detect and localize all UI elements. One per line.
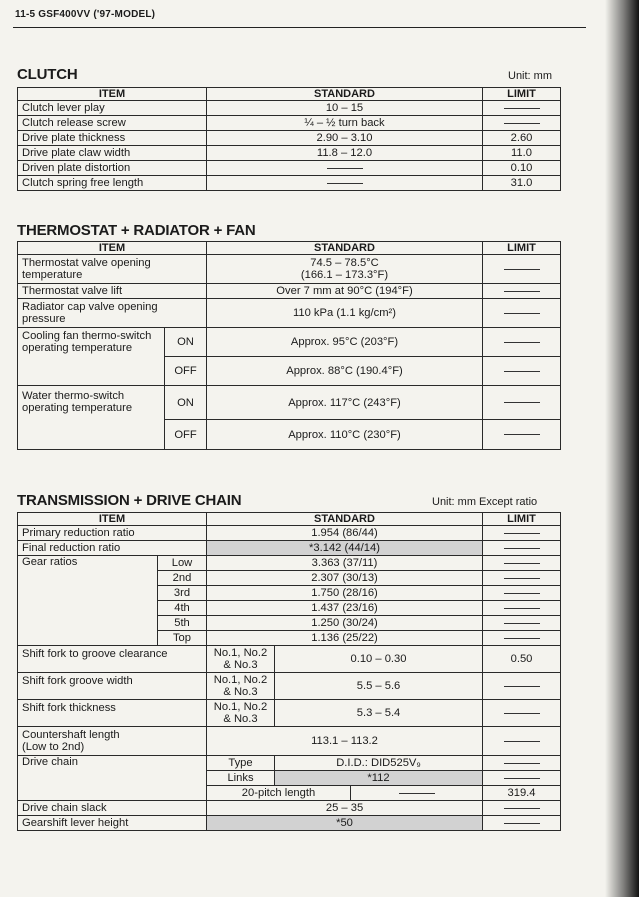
- item-cell: Final reduction ratio: [18, 541, 207, 556]
- standard-cell: 1.250 (30/24): [207, 616, 483, 631]
- item-cell: Radiator cap valve opening pressure: [18, 299, 207, 328]
- dash-mark: [504, 402, 540, 403]
- standard-cell: [207, 176, 483, 191]
- limit-cell: [483, 601, 561, 616]
- header-rule: [13, 27, 586, 28]
- standard-cell: 1.437 (23/16): [207, 601, 483, 616]
- limit-cell: [483, 756, 561, 771]
- standard-cell: *112: [275, 771, 483, 786]
- standard-cell: 1.750 (28/16): [207, 586, 483, 601]
- dash-mark: [504, 608, 540, 609]
- table-row: [18, 727, 561, 756]
- chain-pitch-label: 20-pitch length: [207, 786, 351, 801]
- standard-cell: 2.90 – 3.10: [207, 131, 483, 146]
- sub-item-cell: [207, 673, 275, 700]
- limit-cell: [483, 116, 561, 131]
- table-row: [18, 255, 561, 284]
- limit-cell: 31.0: [483, 176, 561, 191]
- dash-mark: [504, 291, 540, 292]
- item-cell: Cooling fan thermo-switch operating temperature: [18, 328, 165, 386]
- standard-cell: 11.8 – 12.0: [207, 146, 483, 161]
- table-row: [18, 700, 561, 727]
- dash-mark: [504, 269, 540, 270]
- table-row: [18, 284, 561, 299]
- gear-name: 3rd: [158, 586, 207, 601]
- limit-cell: [483, 526, 561, 541]
- item-cell: Thermostat valve lift: [18, 284, 207, 299]
- col-item: ITEM: [18, 242, 207, 255]
- limit-cell: 319.4: [483, 786, 561, 801]
- standard-cell: Approx. 117°C (243°F): [207, 386, 483, 420]
- dash-mark: [504, 713, 540, 714]
- table-row: [18, 101, 561, 116]
- dash-mark: [504, 593, 540, 594]
- item-cell: Clutch spring free length: [18, 176, 207, 191]
- standard-cell: 3.363 (37/11): [207, 556, 483, 571]
- chain-type-label: Type: [207, 756, 275, 771]
- dash-mark: [504, 778, 540, 779]
- limit-cell: [483, 727, 561, 756]
- table-header-row: [18, 88, 561, 101]
- gear-name: 5th: [158, 616, 207, 631]
- sub-item-line-2: & No.3: [223, 713, 258, 725]
- item-cell: Clutch lever play: [18, 101, 207, 116]
- item-cell: Water thermo-switch operating temperature: [18, 386, 165, 450]
- sub-item-line-1: No.1, No.2: [213, 701, 268, 713]
- switch-state: ON: [165, 386, 207, 420]
- clutch-table: [17, 87, 561, 191]
- item-cell: Gear ratios: [18, 556, 158, 646]
- dash-mark: [504, 548, 540, 549]
- dash-mark: [504, 638, 540, 639]
- transmission-table: [17, 512, 561, 831]
- col-standard: STANDARD: [207, 513, 483, 526]
- standard-cell: [207, 255, 483, 284]
- standard-cell: 5.3 – 5.4: [275, 700, 483, 727]
- limit-cell: [483, 771, 561, 786]
- table-row: [18, 801, 561, 816]
- item-cell: Drive plate thickness: [18, 131, 207, 146]
- dash-mark: [504, 533, 540, 534]
- col-item: ITEM: [18, 513, 207, 526]
- standard-cell: 0.10 – 0.30: [275, 646, 483, 673]
- standard-cell: [351, 786, 483, 801]
- dash-mark: [504, 563, 540, 564]
- item-cell: [18, 727, 207, 756]
- transmission-unit: Unit: mm Except ratio: [432, 496, 538, 508]
- sub-item-line-2: & No.3: [223, 659, 258, 671]
- limit-cell: [483, 541, 561, 556]
- item-cell: Shift fork to groove clearance: [18, 646, 207, 673]
- sub-item-line-1: No.1, No.2: [213, 674, 268, 686]
- table-row: [18, 161, 561, 176]
- standard-cell: Approx. 110°C (230°F): [207, 420, 483, 450]
- item-cell: Drive chain: [18, 756, 207, 801]
- col-limit: LIMIT: [483, 513, 561, 526]
- dash-mark: [504, 741, 540, 742]
- item-cell: Shift fork groove width: [18, 673, 207, 700]
- col-limit: LIMIT: [483, 88, 561, 101]
- table-row: [18, 146, 561, 161]
- limit-cell: [483, 673, 561, 700]
- page-gutter-shadow: [605, 0, 639, 897]
- clutch-title: CLUTCH: [17, 66, 78, 83]
- table-row: [18, 299, 561, 328]
- dash-mark: [504, 808, 540, 809]
- switch-state: OFF: [165, 420, 207, 450]
- dash-mark: [504, 342, 540, 343]
- transmission-title: TRANSMISSION + DRIVE CHAIN: [17, 492, 242, 509]
- item-cell: Gearshift lever height: [18, 816, 207, 831]
- limit-cell: [483, 571, 561, 586]
- gear-name: 4th: [158, 601, 207, 616]
- standard-cell: *3.142 (44/14): [207, 541, 483, 556]
- dash-mark: [504, 123, 540, 124]
- sub-item-line-2: & No.3: [223, 686, 258, 698]
- dash-mark: [327, 183, 363, 184]
- gear-name: Low: [158, 556, 207, 571]
- dash-mark: [504, 371, 540, 372]
- col-item: ITEM: [18, 88, 207, 101]
- limit-cell: 11.0: [483, 146, 561, 161]
- limit-cell: [483, 255, 561, 284]
- standard-cell: 10 – 15: [207, 101, 483, 116]
- standard-cell: 5.5 – 5.6: [275, 673, 483, 700]
- item-cell: Drive chain slack: [18, 801, 207, 816]
- item-line-2: (Low to 2nd): [22, 741, 85, 753]
- item-cell: Clutch release screw: [18, 116, 207, 131]
- col-standard: STANDARD: [207, 88, 483, 101]
- standard-cell: 113.1 – 113.2: [207, 727, 483, 756]
- table-row: [18, 386, 561, 420]
- table-header-row: [18, 513, 561, 526]
- limit-cell: [483, 299, 561, 328]
- switch-state: ON: [165, 328, 207, 357]
- dash-mark: [504, 623, 540, 624]
- dash-mark: [399, 793, 435, 794]
- item-cell: Shift fork thickness: [18, 700, 207, 727]
- standard-cell: 25 – 35: [207, 801, 483, 816]
- thermostat-table: [17, 241, 561, 450]
- limit-cell: [483, 357, 561, 386]
- gear-name: Top: [158, 631, 207, 646]
- table-row: [18, 131, 561, 146]
- standard-cell: [207, 161, 483, 176]
- switch-state: OFF: [165, 357, 207, 386]
- table-row: [18, 673, 561, 700]
- dash-mark: [504, 578, 540, 579]
- dash-mark: [327, 168, 363, 169]
- limit-cell: 0.10: [483, 161, 561, 176]
- table-row: [18, 328, 561, 357]
- gear-name: 2nd: [158, 571, 207, 586]
- standard-cell: 110 kPa (1.1 kg/cm²): [207, 299, 483, 328]
- limit-cell: [483, 420, 561, 450]
- standard-cell: *50: [207, 816, 483, 831]
- limit-cell: [483, 284, 561, 299]
- dash-mark: [504, 108, 540, 109]
- standard-cell: ¼ – ½ turn back: [207, 116, 483, 131]
- dash-mark: [504, 763, 540, 764]
- limit-cell: [483, 816, 561, 831]
- table-row: [18, 176, 561, 191]
- limit-cell: [483, 616, 561, 631]
- standard-cell: 1.136 (25/22): [207, 631, 483, 646]
- standard-cell: Approx. 95°C (203°F): [207, 328, 483, 357]
- table-row: [18, 526, 561, 541]
- sub-item-cell: [207, 700, 275, 727]
- table-header-row: [18, 242, 561, 255]
- standard-cell: Over 7 mm at 90°C (194°F): [207, 284, 483, 299]
- standard-cell: 1.954 (86/44): [207, 526, 483, 541]
- table-row: [18, 756, 561, 771]
- col-standard: STANDARD: [207, 242, 483, 255]
- item-cell: Driven plate distortion: [18, 161, 207, 176]
- limit-cell: [483, 801, 561, 816]
- page-header: 11-5 GSF400VV ('97-MODEL): [15, 9, 156, 20]
- limit-cell: [483, 631, 561, 646]
- dash-mark: [504, 434, 540, 435]
- table-row: [18, 646, 561, 673]
- thermostat-title: THERMOSTAT + RADIATOR + FAN: [17, 222, 256, 239]
- standard-cell: 2.307 (30/13): [207, 571, 483, 586]
- limit-cell: [483, 386, 561, 420]
- item-cell: Primary reduction ratio: [18, 526, 207, 541]
- dash-mark: [504, 313, 540, 314]
- table-row: [18, 541, 561, 556]
- limit-cell: [483, 556, 561, 571]
- limit-cell: [483, 328, 561, 357]
- standard-cell: Approx. 88°C (190.4°F): [207, 357, 483, 386]
- limit-cell: [483, 700, 561, 727]
- col-limit: LIMIT: [483, 242, 561, 255]
- dash-mark: [504, 823, 540, 824]
- table-row: [18, 556, 561, 571]
- limit-cell: [483, 586, 561, 601]
- standard-line-2: (166.1 – 173.3°F): [300, 269, 389, 281]
- sub-item-line-1: No.1, No.2: [213, 647, 268, 659]
- clutch-unit: Unit: mm: [508, 70, 552, 82]
- limit-cell: 2.60: [483, 131, 561, 146]
- item-cell: Drive plate claw width: [18, 146, 207, 161]
- standard-cell: D.I.D.: DID525V₉: [275, 756, 483, 771]
- item-cell: Thermostat valve opening temperature: [18, 255, 207, 284]
- sub-item-cell: [207, 646, 275, 673]
- chain-links-label: Links: [207, 771, 275, 786]
- table-row: [18, 116, 561, 131]
- item-line-1: Countershaft length: [22, 729, 120, 741]
- dash-mark: [504, 686, 540, 687]
- limit-cell: [483, 101, 561, 116]
- standard-line-1: 74.5 – 78.5°C: [310, 257, 379, 269]
- table-row: [18, 816, 561, 831]
- limit-cell: 0.50: [483, 646, 561, 673]
